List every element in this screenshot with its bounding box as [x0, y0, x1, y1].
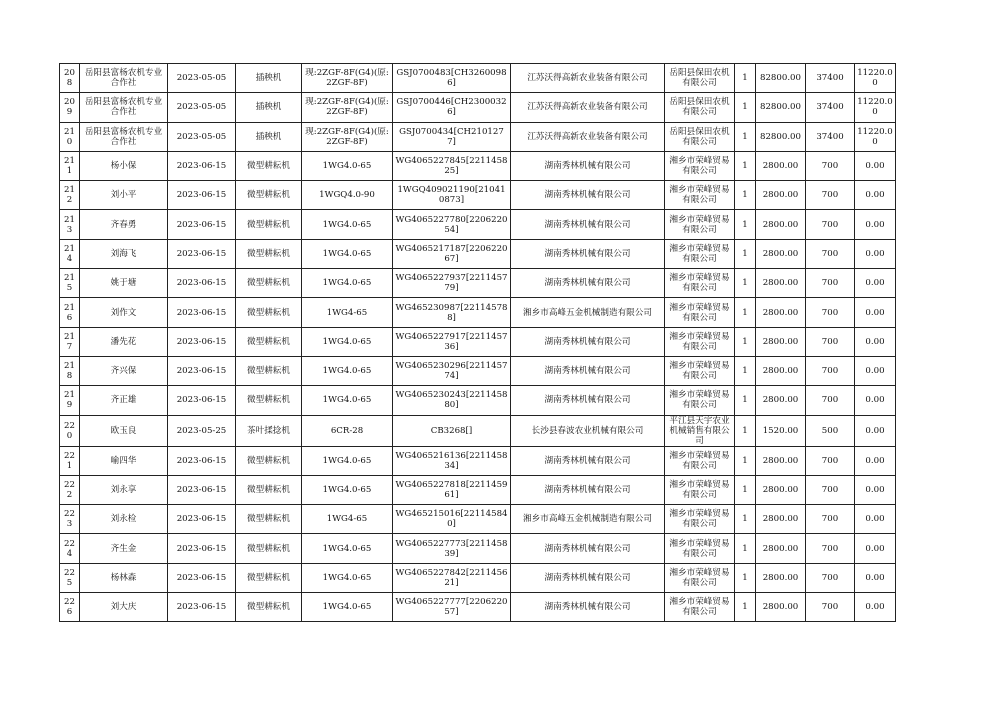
dealer-cell: 湘乡市荣峰贸易有限公司: [665, 505, 735, 534]
purchase-date-cell: 2023-06-15: [168, 210, 236, 239]
row-number-cell: 221: [60, 446, 80, 475]
manufacturer-cell: 湖南秀林机械有限公司: [511, 210, 665, 239]
central-subsidy-cell: 700: [806, 563, 855, 592]
central-subsidy-cell: 700: [806, 505, 855, 534]
central-subsidy-cell: 700: [806, 386, 855, 415]
sale-price-cell: 82800.00: [756, 122, 806, 151]
model-cell: 6CR-28: [302, 415, 393, 446]
local-subsidy-cell: 11220.00: [855, 93, 896, 122]
row-number-cell: 220: [60, 415, 80, 446]
model-cell: 1WGQ4.0-90: [302, 181, 393, 210]
purchase-date-cell: 2023-06-15: [168, 446, 236, 475]
owner-name-cell: 刘永检: [80, 505, 168, 534]
quantity-cell: 1: [735, 269, 756, 298]
model-cell: 1WG4.0-65: [302, 534, 393, 563]
local-subsidy-cell: 0.00: [855, 415, 896, 446]
manufacturer-cell: 江苏沃得高新农业装备有限公司: [511, 64, 665, 93]
quantity-cell: 1: [735, 534, 756, 563]
serial-number-cell: GSJ0700446[CH23000326]: [393, 93, 511, 122]
model-cell: 1WG4.0-65: [302, 151, 393, 180]
machine-type-cell: 微型耕耘机: [236, 151, 302, 180]
sale-price-cell: 2800.00: [756, 446, 806, 475]
quantity-cell: 1: [735, 298, 756, 327]
table-row: [60, 93, 896, 122]
row-number-cell: 212: [60, 181, 80, 210]
dealer-cell: 湘乡市荣峰贸易有限公司: [665, 563, 735, 592]
model-cell: 现:2ZGF-8F(G4)(原:2ZGF-8F): [302, 64, 393, 93]
dealer-cell: 岳阳县保田农机有限公司: [665, 122, 735, 151]
local-subsidy-cell: 0.00: [855, 298, 896, 327]
row-number-cell: 210: [60, 122, 80, 151]
machine-type-cell: 微型耕耘机: [236, 475, 302, 504]
serial-number-cell: WG465215016[221145840]: [393, 505, 511, 534]
owner-name-cell: 齐生金: [80, 534, 168, 563]
dealer-cell: 湘乡市荣峰贸易有限公司: [665, 446, 735, 475]
table-row: [60, 415, 896, 446]
central-subsidy-cell: 37400: [806, 64, 855, 93]
manufacturer-cell: 江苏沃得高新农业装备有限公司: [511, 93, 665, 122]
dealer-cell: 湘乡市荣峰贸易有限公司: [665, 327, 735, 356]
table-row: [60, 475, 896, 504]
manufacturer-cell: 湖南秀林机械有限公司: [511, 593, 665, 622]
owner-name-cell: 喻四华: [80, 446, 168, 475]
row-number-cell: 209: [60, 93, 80, 122]
owner-name-cell: 刘永享: [80, 475, 168, 504]
local-subsidy-cell: 0.00: [855, 475, 896, 504]
owner-name-cell: 岳阳县富杨农机专业合作社: [80, 122, 168, 151]
row-number-cell: 211: [60, 151, 80, 180]
dealer-cell: 湘乡市荣峰贸易有限公司: [665, 269, 735, 298]
serial-number-cell: WG4065227842[221145621]: [393, 563, 511, 592]
quantity-cell: 1: [735, 239, 756, 268]
central-subsidy-cell: 700: [806, 534, 855, 563]
dealer-cell: 岳阳县保田农机有限公司: [665, 93, 735, 122]
purchase-date-cell: 2023-06-15: [168, 534, 236, 563]
serial-number-cell: WG4065230243[221145880]: [393, 386, 511, 415]
dealer-cell: 湘乡市荣峰贸易有限公司: [665, 534, 735, 563]
manufacturer-cell: 湖南秀林机械有限公司: [511, 563, 665, 592]
table-row: [60, 356, 896, 385]
sale-price-cell: 2800.00: [756, 593, 806, 622]
quantity-cell: 1: [735, 446, 756, 475]
row-number-cell: 213: [60, 210, 80, 239]
owner-name-cell: 岳阳县富杨农机专业合作社: [80, 64, 168, 93]
local-subsidy-cell: 0.00: [855, 210, 896, 239]
model-cell: 1WG4.0-65: [302, 593, 393, 622]
quantity-cell: 1: [735, 122, 756, 151]
manufacturer-cell: 湖南秀林机械有限公司: [511, 327, 665, 356]
table-row: [60, 386, 896, 415]
owner-name-cell: 岳阳县富杨农机专业合作社: [80, 93, 168, 122]
manufacturer-cell: 湖南秀林机械有限公司: [511, 151, 665, 180]
dealer-cell: 湘乡市荣峰贸易有限公司: [665, 386, 735, 415]
serial-number-cell: WG465230987[221145788]: [393, 298, 511, 327]
model-cell: 1WG4.0-65: [302, 563, 393, 592]
local-subsidy-cell: 0.00: [855, 327, 896, 356]
quantity-cell: 1: [735, 386, 756, 415]
row-number-cell: 224: [60, 534, 80, 563]
table-body: [60, 64, 896, 622]
row-number-cell: 217: [60, 327, 80, 356]
central-subsidy-cell: 700: [806, 593, 855, 622]
local-subsidy-cell: 0.00: [855, 151, 896, 180]
local-subsidy-cell: 0.00: [855, 181, 896, 210]
model-cell: 1WG4-65: [302, 298, 393, 327]
purchase-date-cell: 2023-05-05: [168, 122, 236, 151]
machine-type-cell: 微型耕耘机: [236, 327, 302, 356]
purchase-date-cell: 2023-06-15: [168, 505, 236, 534]
subsidy-records-table: [59, 63, 896, 622]
central-subsidy-cell: 700: [806, 327, 855, 356]
table-row: [60, 298, 896, 327]
sale-price-cell: 2800.00: [756, 327, 806, 356]
table-row: [60, 327, 896, 356]
table-row: [60, 181, 896, 210]
serial-number-cell: WG4065227937[221145779]: [393, 269, 511, 298]
manufacturer-cell: 湖南秀林机械有限公司: [511, 356, 665, 385]
row-number-cell: 214: [60, 239, 80, 268]
row-number-cell: 223: [60, 505, 80, 534]
dealer-cell: 平江县天宇农业机械销售有限公司: [665, 415, 735, 446]
sale-price-cell: 2800.00: [756, 298, 806, 327]
table-row: [60, 505, 896, 534]
sale-price-cell: 2800.00: [756, 475, 806, 504]
machine-type-cell: 微型耕耘机: [236, 298, 302, 327]
sale-price-cell: 2800.00: [756, 151, 806, 180]
quantity-cell: 1: [735, 593, 756, 622]
table-row: [60, 563, 896, 592]
table-row: [60, 210, 896, 239]
dealer-cell: 湘乡市荣峰贸易有限公司: [665, 210, 735, 239]
central-subsidy-cell: 700: [806, 475, 855, 504]
dealer-cell: 湘乡市荣峰贸易有限公司: [665, 298, 735, 327]
purchase-date-cell: 2023-06-15: [168, 327, 236, 356]
local-subsidy-cell: 0.00: [855, 563, 896, 592]
machine-type-cell: 微型耕耘机: [236, 593, 302, 622]
sale-price-cell: 1520.00: [756, 415, 806, 446]
model-cell: 1WG4.0-65: [302, 327, 393, 356]
machine-type-cell: 微型耕耘机: [236, 239, 302, 268]
row-number-cell: 218: [60, 356, 80, 385]
quantity-cell: 1: [735, 151, 756, 180]
model-cell: 1WG4.0-65: [302, 475, 393, 504]
row-number-cell: 225: [60, 563, 80, 592]
owner-name-cell: 姚于塘: [80, 269, 168, 298]
owner-name-cell: 刘小平: [80, 181, 168, 210]
dealer-cell: 湘乡市荣峰贸易有限公司: [665, 356, 735, 385]
table-row: [60, 446, 896, 475]
machine-type-cell: 微型耕耘机: [236, 356, 302, 385]
serial-number-cell: WG4065217187[220622067]: [393, 239, 511, 268]
machine-type-cell: 微型耕耘机: [236, 446, 302, 475]
purchase-date-cell: 2023-06-15: [168, 181, 236, 210]
sale-price-cell: 2800.00: [756, 386, 806, 415]
machine-type-cell: 微型耕耘机: [236, 534, 302, 563]
owner-name-cell: 刘作文: [80, 298, 168, 327]
machine-type-cell: 微型耕耘机: [236, 563, 302, 592]
central-subsidy-cell: 700: [806, 151, 855, 180]
quantity-cell: 1: [735, 64, 756, 93]
dealer-cell: 湘乡市荣峰贸易有限公司: [665, 181, 735, 210]
serial-number-cell: GSJ0700434[CH2101277]: [393, 122, 511, 151]
serial-number-cell: WG4065230296[221145774]: [393, 356, 511, 385]
model-cell: 现:2ZGF-8F(G4)(原:2ZGF-8F): [302, 93, 393, 122]
model-cell: 现:2ZGF-8F(G4)(原:2ZGF-8F): [302, 122, 393, 151]
purchase-date-cell: 2023-06-15: [168, 298, 236, 327]
manufacturer-cell: 湖南秀林机械有限公司: [511, 475, 665, 504]
row-number-cell: 219: [60, 386, 80, 415]
owner-name-cell: 潘先花: [80, 327, 168, 356]
serial-number-cell: CB3268[]: [393, 415, 511, 446]
quantity-cell: 1: [735, 415, 756, 446]
owner-name-cell: 刘大庆: [80, 593, 168, 622]
model-cell: 1WG4.0-65: [302, 239, 393, 268]
manufacturer-cell: 湖南秀林机械有限公司: [511, 181, 665, 210]
owner-name-cell: 齐正雄: [80, 386, 168, 415]
model-cell: 1WG4.0-65: [302, 210, 393, 239]
serial-number-cell: GSJ0700483[CH32600986]: [393, 64, 511, 93]
machine-type-cell: 插秧机: [236, 122, 302, 151]
local-subsidy-cell: 0.00: [855, 593, 896, 622]
local-subsidy-cell: 11220.00: [855, 122, 896, 151]
serial-number-cell: 1WGQ409021190[210410873]: [393, 181, 511, 210]
purchase-date-cell: 2023-06-15: [168, 563, 236, 592]
local-subsidy-cell: 0.00: [855, 386, 896, 415]
model-cell: 1WG4.0-65: [302, 446, 393, 475]
quantity-cell: 1: [735, 181, 756, 210]
sale-price-cell: 82800.00: [756, 64, 806, 93]
sale-price-cell: 82800.00: [756, 93, 806, 122]
local-subsidy-cell: 0.00: [855, 239, 896, 268]
quantity-cell: 1: [735, 505, 756, 534]
dealer-cell: 湘乡市荣峰贸易有限公司: [665, 239, 735, 268]
sale-price-cell: 2800.00: [756, 269, 806, 298]
quantity-cell: 1: [735, 356, 756, 385]
machine-type-cell: 微型耕耘机: [236, 210, 302, 239]
sale-price-cell: 2800.00: [756, 181, 806, 210]
owner-name-cell: 齐春勇: [80, 210, 168, 239]
manufacturer-cell: 长沙县春波农业机械有限公司: [511, 415, 665, 446]
model-cell: 1WG4.0-65: [302, 269, 393, 298]
purchase-date-cell: 2023-06-15: [168, 356, 236, 385]
quantity-cell: 1: [735, 563, 756, 592]
central-subsidy-cell: 37400: [806, 93, 855, 122]
central-subsidy-cell: 700: [806, 298, 855, 327]
sale-price-cell: 2800.00: [756, 534, 806, 563]
quantity-cell: 1: [735, 327, 756, 356]
owner-name-cell: 刘海飞: [80, 239, 168, 268]
quantity-cell: 1: [735, 93, 756, 122]
table-row: [60, 64, 896, 93]
model-cell: 1WG4.0-65: [302, 356, 393, 385]
quantity-cell: 1: [735, 475, 756, 504]
machine-type-cell: 微型耕耘机: [236, 386, 302, 415]
local-subsidy-cell: 0.00: [855, 505, 896, 534]
manufacturer-cell: 湘乡市高峰五金机械制造有限公司: [511, 298, 665, 327]
row-number-cell: 222: [60, 475, 80, 504]
purchase-date-cell: 2023-06-15: [168, 269, 236, 298]
table-row: [60, 534, 896, 563]
owner-name-cell: 欧玉良: [80, 415, 168, 446]
sale-price-cell: 2800.00: [756, 356, 806, 385]
serial-number-cell: WG4065227773[221145839]: [393, 534, 511, 563]
machine-type-cell: 插秧机: [236, 64, 302, 93]
purchase-date-cell: 2023-06-15: [168, 475, 236, 504]
table-row: [60, 269, 896, 298]
machine-type-cell: 插秧机: [236, 93, 302, 122]
sale-price-cell: 2800.00: [756, 239, 806, 268]
model-cell: 1WG4-65: [302, 505, 393, 534]
local-subsidy-cell: 0.00: [855, 356, 896, 385]
local-subsidy-cell: 0.00: [855, 534, 896, 563]
row-number-cell: 215: [60, 269, 80, 298]
manufacturer-cell: 湖南秀林机械有限公司: [511, 446, 665, 475]
central-subsidy-cell: 700: [806, 356, 855, 385]
manufacturer-cell: 湘乡市高峰五金机械制造有限公司: [511, 505, 665, 534]
row-number-cell: 208: [60, 64, 80, 93]
local-subsidy-cell: 0.00: [855, 446, 896, 475]
manufacturer-cell: 湖南秀林机械有限公司: [511, 534, 665, 563]
owner-name-cell: 杨林森: [80, 563, 168, 592]
central-subsidy-cell: 37400: [806, 122, 855, 151]
purchase-date-cell: 2023-05-25: [168, 415, 236, 446]
sale-price-cell: 2800.00: [756, 210, 806, 239]
central-subsidy-cell: 700: [806, 181, 855, 210]
central-subsidy-cell: 700: [806, 239, 855, 268]
manufacturer-cell: 湖南秀林机械有限公司: [511, 239, 665, 268]
dealer-cell: 湘乡市荣峰贸易有限公司: [665, 151, 735, 180]
serial-number-cell: WG4065227917[221145736]: [393, 327, 511, 356]
sale-price-cell: 2800.00: [756, 563, 806, 592]
purchase-date-cell: 2023-05-05: [168, 64, 236, 93]
row-number-cell: 216: [60, 298, 80, 327]
local-subsidy-cell: 0.00: [855, 269, 896, 298]
central-subsidy-cell: 500: [806, 415, 855, 446]
central-subsidy-cell: 700: [806, 446, 855, 475]
machine-type-cell: 微型耕耘机: [236, 505, 302, 534]
owner-name-cell: 杨小保: [80, 151, 168, 180]
quantity-cell: 1: [735, 210, 756, 239]
purchase-date-cell: 2023-05-05: [168, 93, 236, 122]
table-row: [60, 151, 896, 180]
purchase-date-cell: 2023-06-15: [168, 386, 236, 415]
central-subsidy-cell: 700: [806, 210, 855, 239]
model-cell: 1WG4.0-65: [302, 386, 393, 415]
purchase-date-cell: 2023-06-15: [168, 239, 236, 268]
serial-number-cell: WG4065227777[220622057]: [393, 593, 511, 622]
dealer-cell: 湘乡市荣峰贸易有限公司: [665, 593, 735, 622]
manufacturer-cell: 湖南秀林机械有限公司: [511, 386, 665, 415]
serial-number-cell: WG4065216136[221145834]: [393, 446, 511, 475]
serial-number-cell: WG4065227780[220622054]: [393, 210, 511, 239]
dealer-cell: 岳阳县保田农机有限公司: [665, 64, 735, 93]
machine-type-cell: 茶叶揉捻机: [236, 415, 302, 446]
local-subsidy-cell: 11220.00: [855, 64, 896, 93]
purchase-date-cell: 2023-06-15: [168, 151, 236, 180]
row-number-cell: 226: [60, 593, 80, 622]
table-row: [60, 122, 896, 151]
manufacturer-cell: 江苏沃得高新农业装备有限公司: [511, 122, 665, 151]
sale-price-cell: 2800.00: [756, 505, 806, 534]
machine-type-cell: 微型耕耘机: [236, 269, 302, 298]
serial-number-cell: WG4065227845[221145825]: [393, 151, 511, 180]
manufacturer-cell: 湖南秀林机械有限公司: [511, 269, 665, 298]
table-row: [60, 593, 896, 622]
table-row: [60, 239, 896, 268]
serial-number-cell: WG4065227818[221145961]: [393, 475, 511, 504]
owner-name-cell: 齐兴保: [80, 356, 168, 385]
purchase-date-cell: 2023-06-15: [168, 593, 236, 622]
dealer-cell: 湘乡市荣峰贸易有限公司: [665, 475, 735, 504]
central-subsidy-cell: 700: [806, 269, 855, 298]
machine-type-cell: 微型耕耘机: [236, 181, 302, 210]
